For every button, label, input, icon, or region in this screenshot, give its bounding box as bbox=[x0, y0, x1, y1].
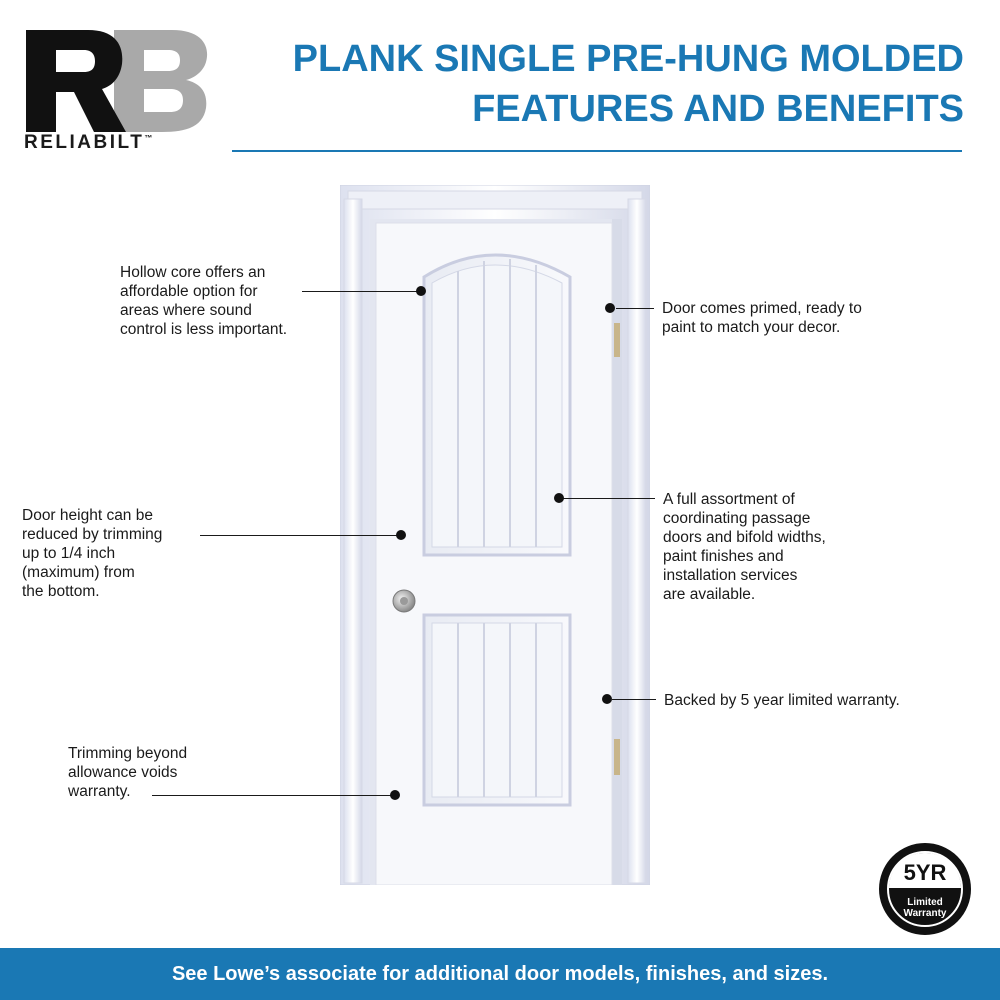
leader-trim-void bbox=[152, 795, 392, 796]
title-divider bbox=[232, 150, 962, 152]
rb-logo-icon bbox=[22, 26, 212, 136]
leader-hollow-core bbox=[302, 291, 420, 292]
marker-assortment bbox=[554, 493, 564, 503]
callout-assortment: A full assortment of coordinating passage doors and bifold widths, paint finishes and installation services are available. bbox=[663, 491, 826, 603]
footer-banner: See Lowe’s associate for additional door models, finishes, and sizes. bbox=[0, 948, 1000, 1000]
title-line-1: PLANK SINGLE PRE-HUNG MOLDED bbox=[292, 38, 964, 80]
warranty-badge-ring bbox=[887, 851, 963, 927]
warranty-badge bbox=[879, 843, 971, 935]
marker-hollow-core bbox=[416, 286, 426, 296]
marker-primed bbox=[605, 303, 615, 313]
leader-warranty bbox=[612, 699, 656, 700]
marker-warranty bbox=[602, 694, 612, 704]
callout-hollow-core: Hollow core offers an affordable option for areas where sound control is less important. bbox=[120, 264, 288, 338]
warranty-label: Limited Warranty bbox=[903, 897, 947, 919]
callout-trim-void: Trimming beyond allowance voids warranty. bbox=[68, 745, 188, 800]
leader-primed bbox=[616, 308, 654, 309]
leader-trim-height bbox=[200, 535, 398, 536]
marker-trim-void bbox=[390, 790, 400, 800]
page-title bbox=[204, 34, 964, 134]
leader-assortment bbox=[563, 498, 655, 499]
marker-trim-height bbox=[396, 530, 406, 540]
brand-name: RELIABILT™ bbox=[24, 132, 153, 153]
warranty-years: 5YR bbox=[889, 853, 961, 888]
title-line-2: FEATURES AND BENEFITS bbox=[472, 88, 964, 130]
callout-warranty: Backed by 5 year limited warranty. bbox=[664, 692, 900, 709]
callout-trim-height: Door height can be reduced by trimming up to 1/4 inch (maximum) from the bottom. bbox=[22, 507, 163, 600]
callout-primed: Door comes primed, ready to paint to match your decor. bbox=[662, 300, 862, 336]
